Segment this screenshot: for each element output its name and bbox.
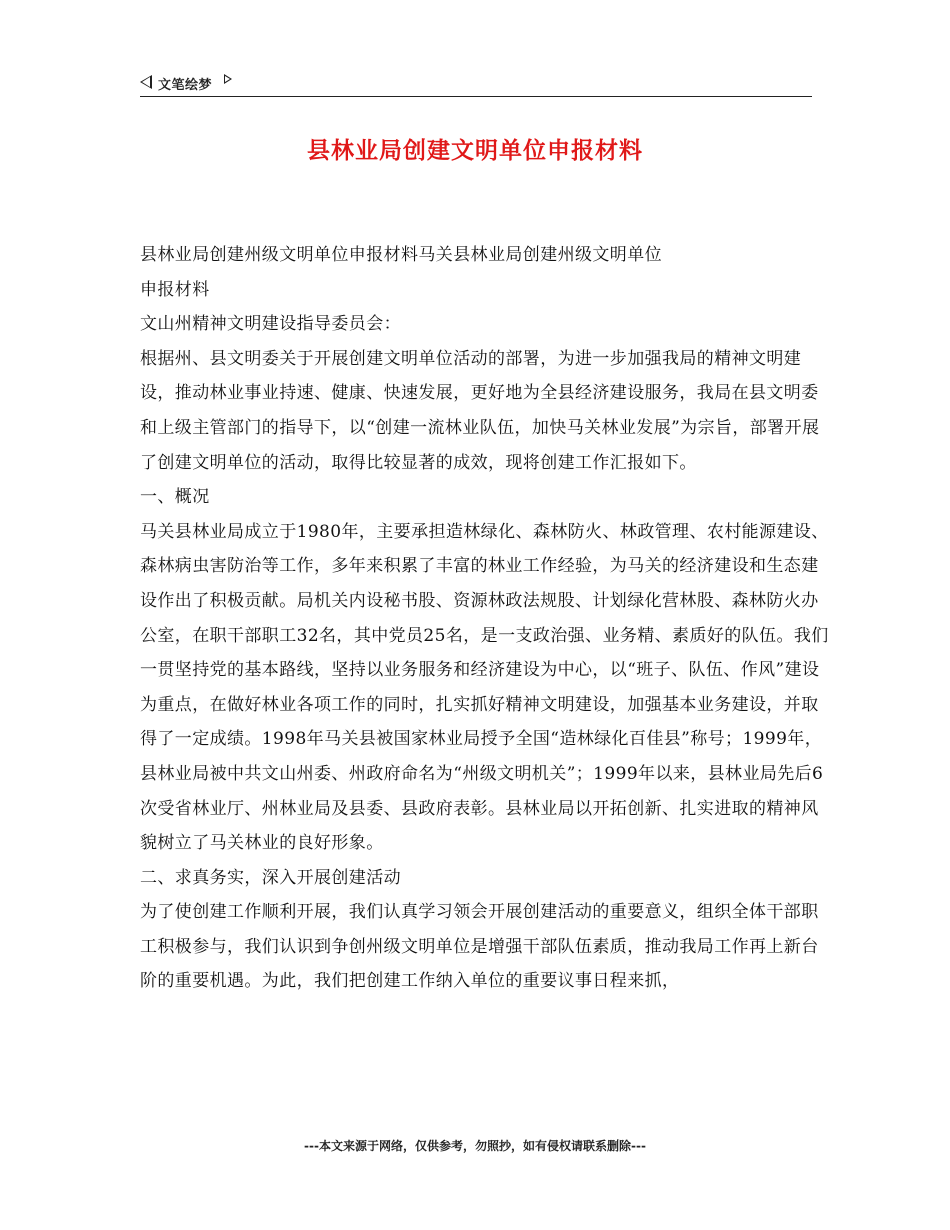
paragraph-4: 根据州、县文明委关于开展创建文明单位活动的部署，为进一步加强我局的精神文明建设，推动林业事业持速、健康、快速发展，更好地为全县经济建设服务，我局在县文明委和上级主管部门的指导下，以“创建一流林业队伍，加快马关林业发展”为宗旨，部署开展了创建文明单位的活动，取得比较显著的成效，现将创建工作汇报如下。: [140, 348, 820, 473]
document-title: 县林业局创建文明单位申报材料: [307, 138, 643, 164]
paragraph-3: 文山州精神文明建设指导委员会：: [140, 314, 401, 335]
paragraph-1: 县林业局创建州级文明单位申报材料马关县林业局创建州级文明单位: [140, 245, 662, 265]
paragraph-6: 为了使创建工作顺利开展，我们认真学习领会开展创建活动的重要意义，组织全体干部职工积极参与，我们认识到争创州级文明单位是增强干部队伍素质，推动我局工作再上新台阶的重要机遇。为此，我们把创建工作纳入单位的重要议事日程来抓，: [140, 902, 819, 992]
document-body: [140, 238, 830, 999]
footer-notice: ---本文来源于网络，仅供参考，勿照抄，如有侵权请联系删除---: [304, 1139, 646, 1153]
page-header: [140, 72, 812, 97]
paragraph-5: 马关县林业局成立于1980年，主要承担造林绿化、森林防火、林政管理、农村能源建设、森林病虫害防治等工作，多年来积累了丰富的林业工作经验，为马关的经济建设和生态建设作出了积极贡献。局机关内设秘书股、资源林政法规股、计划绿化营林股、森林防火办公室，在职干部职工32名，其中党员25名，是一支政治强、业务精、素质好的队伍。我们一贯坚持党的基本路线，坚持以业务服务和经济建设为中心，以“班子、队伍、作风”建设为重点，在做好林业各项工作的同时，扎实抓好精神文明建设，加强基本业务建设，并取得了一定成绩。1998年马关县被国家林业局授予全国“造林绿化百佳县”称号；1999年，县林业局被中共文山州委、州政府命名为“州级文明机关”；1999年以来，县林业局先后6次受省林业厅、州林业局及县委、县政府表彰。县林业局以开拓创新、扎实进取的精神风貌树立了马关林业的良好形象。: [140, 521, 829, 854]
section-heading-1: 一、概况: [140, 487, 210, 508]
header-brand: 文笔绘梦: [158, 78, 213, 93]
triangle-right-icon: [224, 74, 232, 84]
triangle-left-icon: [140, 75, 152, 89]
section-heading-2: 二、求真务实，深入开展创建活动: [140, 867, 401, 888]
paragraph-2: 申报材料: [140, 279, 210, 300]
